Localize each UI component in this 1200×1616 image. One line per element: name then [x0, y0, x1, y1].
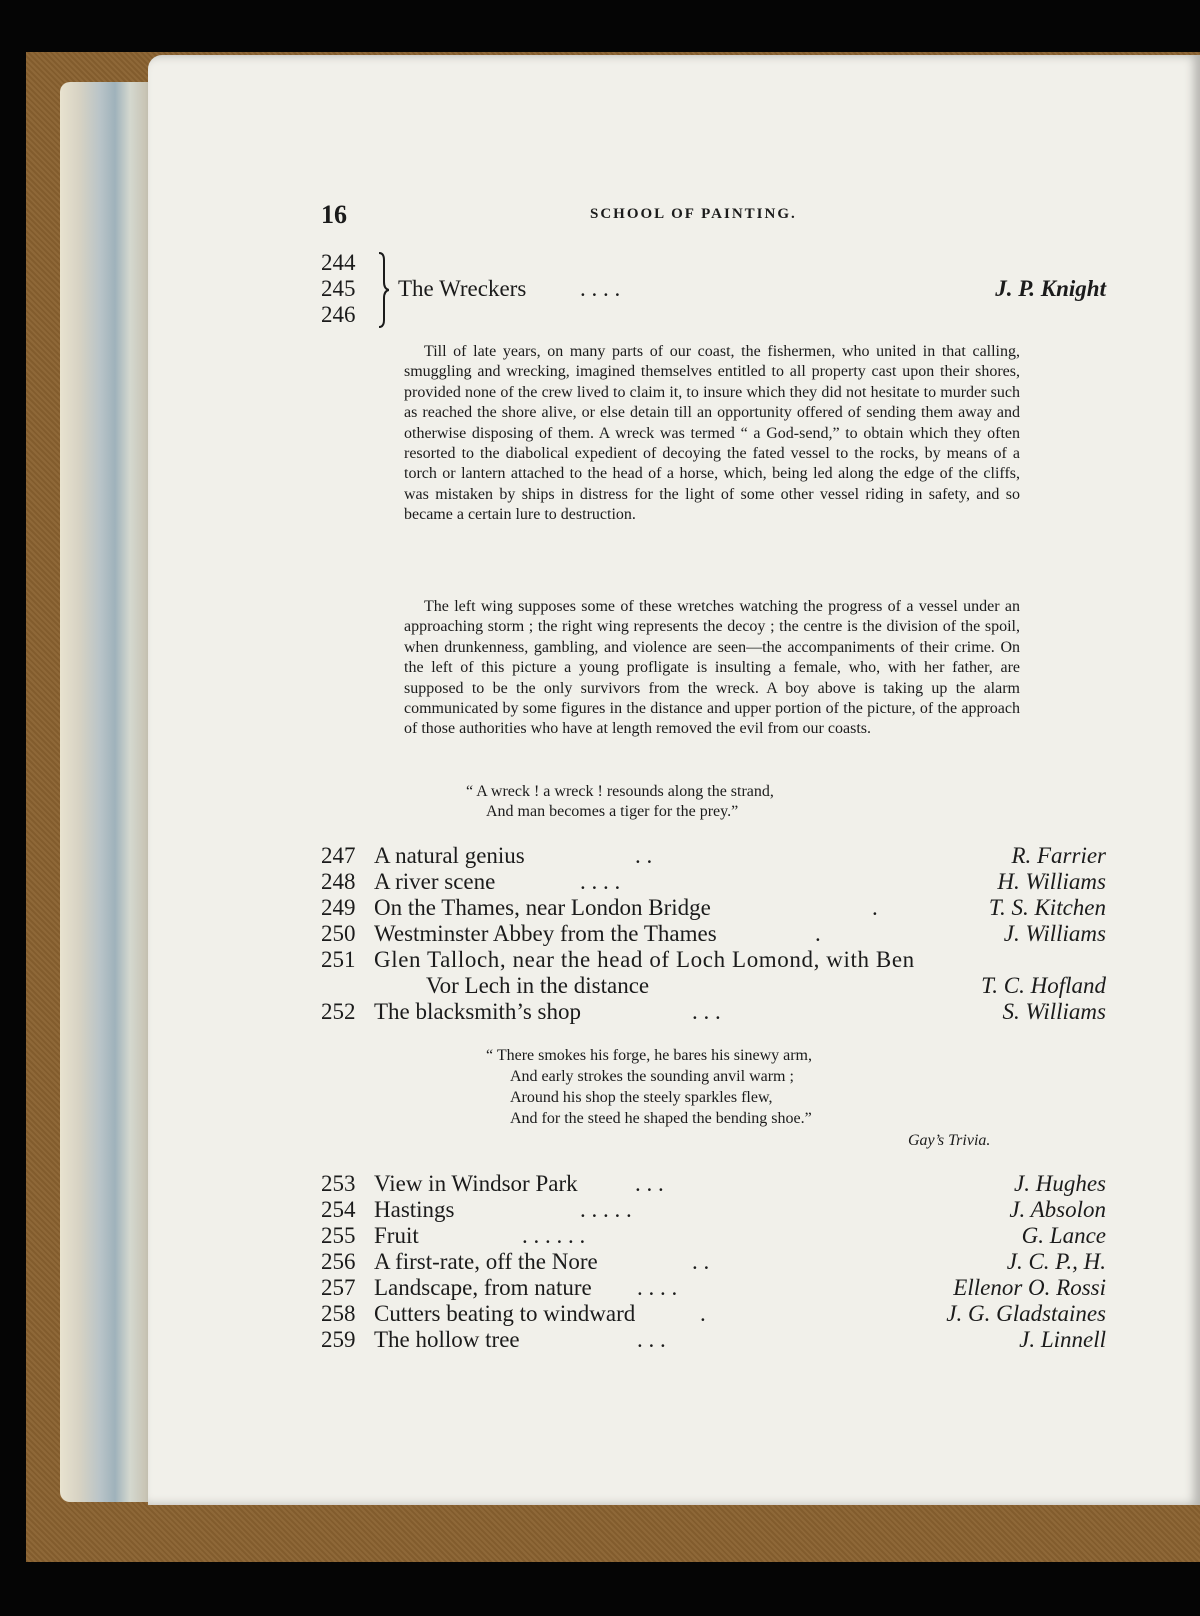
entry-artist: J. Linnell [1019, 1327, 1106, 1352]
description-paragraph [404, 342, 1020, 526]
entry-title: A first-rate, off the Nore [374, 1249, 598, 1274]
entry-artist: J. C. P., H. [1006, 1249, 1106, 1274]
entry-number: 253 [321, 1171, 356, 1196]
entry-artist: J. Absolon [1009, 1197, 1106, 1222]
dot-leader: . . . [692, 999, 721, 1024]
entry-title: View in Windsor Park [374, 1171, 578, 1196]
entry-number: 248 [321, 869, 356, 894]
brace-icon [377, 252, 389, 328]
dot-leader: . . . . [637, 1275, 678, 1300]
entry-artist: S. Williams [1002, 999, 1106, 1024]
entry-title: The hollow tree [374, 1327, 520, 1352]
entry-number: 251 [321, 947, 356, 972]
entry-artist: J. G. Gladstaines [946, 1301, 1106, 1326]
dot-leader: . . . [637, 1327, 666, 1352]
entry-artist: G. Lance [1021, 1223, 1106, 1248]
verse-line: And man becomes a tiger for the prey.” [486, 803, 739, 820]
dot-leader: . [815, 921, 821, 946]
dot-leader: . . [635, 843, 653, 868]
entry-number: 255 [321, 1223, 356, 1248]
entry-title: Cutters beating to windward [374, 1301, 636, 1326]
entry-number: 247 [321, 843, 356, 868]
entry-title-continued: Vor Lech in the distance [426, 973, 650, 998]
entry-title: A river scene [374, 869, 496, 894]
dot-leader: . . . . . . [522, 1223, 586, 1248]
quote-line: “ There smokes his forge, he bares his sinewy arm, [486, 1047, 812, 1064]
dot-leader: . [872, 895, 878, 920]
quote-line: Around his shop the steely sparkles flew, [510, 1089, 773, 1106]
entry-title: The blacksmith’s shop [374, 999, 581, 1024]
entry-title: Landscape, from nature [374, 1275, 592, 1300]
entry-number: 256 [321, 1249, 356, 1274]
entry-artist: R. Farrier [1011, 843, 1106, 868]
verse-line: “ A wreck ! a wreck ! resounds along the strand, [466, 783, 774, 800]
entry-title: Hastings [374, 1197, 455, 1222]
entry-number: 259 [321, 1327, 356, 1352]
entry-number: 257 [321, 1275, 356, 1300]
description-text: Till of late years, on many parts of our coast, the fishermen, who united in that calling, smuggling and wrecking, imagined themselves entitled to all property cast upon their shores, provided none of the crew lived to claim it, to insure which they did not hesitate to murder such as reached the shore alive, or else detain till an opportunity offered of sending them away and otherwise disposing of them. A wreck was termed “ a God-send,” to obtain which they often resorted to the diabolical expedient of decoying the fated vessel to the rocks, by means of a torch or lantern attached to the head of a horse, which, being led along the edge of the cliffs, was mistaken by ships in distress for the light of some other vessel riding in safety, and so became a certain lure to destruction. [404, 343, 1020, 524]
entry-number: 245 [321, 276, 356, 301]
dot-leader: . . . . [580, 869, 621, 894]
entry-artist: J. Williams [1003, 921, 1106, 946]
description-text: The left wing supposes some of these wretches watching the progress of a vessel under an approaching storm ; the right wing represents the decoy ; the centre is the division of the spoil, when drunkenness, gambling, and violence are seen—the accompaniments of their crime. On the left of this picture a young profligate is insulting a female, who, with her father, are supposed to be the only survivors from the wreck. A boy above is taking up the alarm communicated by some figures in the distance and upper portion of the picture, of the approach of those authorities who have at length removed the evil from our coasts. [404, 598, 1020, 738]
quote-line: And early strokes the sounding anvil warm ; [510, 1068, 794, 1085]
entry-title: A natural genius [374, 843, 525, 868]
entry-number: 250 [321, 921, 356, 946]
entry-title: On the Thames, near London Bridge [374, 895, 711, 920]
entry-number: 252 [321, 999, 356, 1024]
page-edges [60, 82, 160, 1502]
quote-source: Gay’s Trivia. [908, 1132, 991, 1149]
page-number: 16 [321, 200, 347, 229]
dot-leader: . . . . . [580, 1197, 632, 1222]
entry-artist: T. C. Hofland [981, 973, 1106, 998]
entry-title: Fruit [374, 1223, 419, 1248]
entry-artist: J. P. Knight [995, 276, 1106, 301]
entry-artist: Ellenor O. Rossi [953, 1275, 1106, 1300]
entry-title: Glen Talloch, near the head of Loch Lomond, with Ben [374, 947, 915, 972]
entry-title: The Wreckers [398, 276, 527, 301]
entry-number: 244 [321, 250, 356, 275]
entry-number: 249 [321, 895, 356, 920]
entry-artist: J. Hughes [1014, 1171, 1106, 1196]
entry-title: Westminster Abbey from the Thames [374, 921, 717, 946]
entry-artist: T. S. Kitchen [988, 895, 1106, 920]
dot-leader: . [700, 1301, 706, 1326]
quote-line: And for the steed he shaped the bending shoe.” [510, 1110, 812, 1127]
dot-leader: . . . . [580, 276, 621, 301]
running-title: SCHOOL OF PAINTING. [590, 206, 797, 222]
entry-artist: H. Williams [997, 869, 1106, 894]
entry-number: 254 [321, 1197, 356, 1222]
entry-number: 246 [321, 302, 356, 327]
dot-leader: . . [692, 1249, 710, 1274]
entry-number: 258 [321, 1301, 356, 1326]
description-paragraph [404, 597, 1020, 740]
dot-leader: . . . [635, 1171, 664, 1196]
